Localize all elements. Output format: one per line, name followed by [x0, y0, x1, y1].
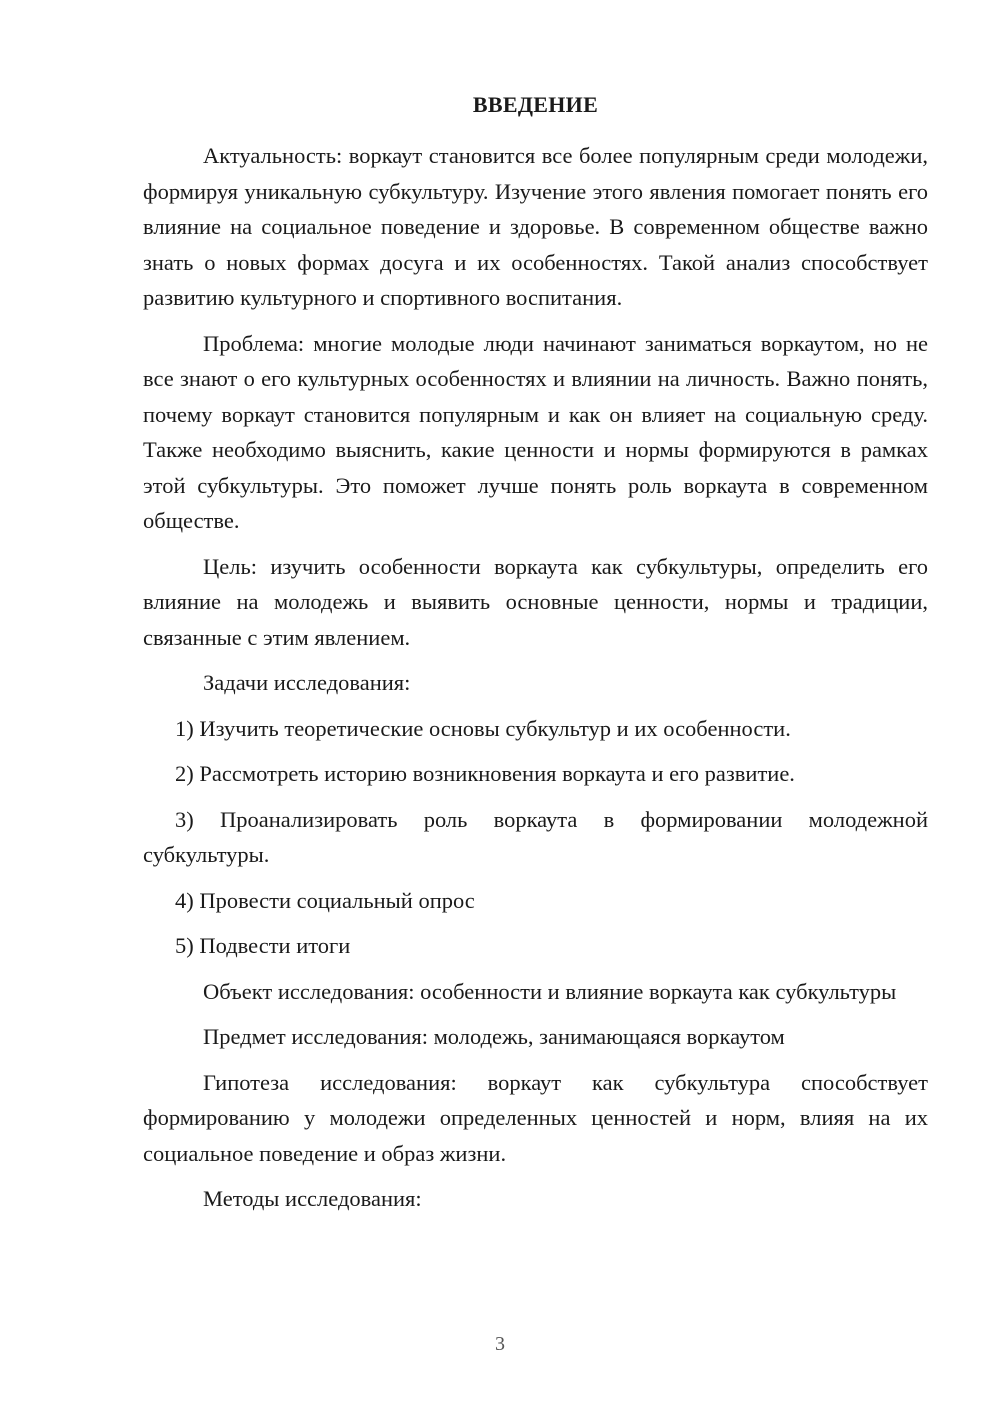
hypothesis-paragraph: Гипотеза исследования: воркаут как субкультура способствует формированию у молодежи определенных ценностей и норм, влияя на их социальное поведение и образ жизни. [143, 1069, 928, 1166]
tasks-heading: Задачи исследования: [203, 670, 411, 695]
subject-paragraph: Предмет исследования: молодежь, занимающаяся воркаутом [203, 1024, 785, 1049]
task-item-3: 3) Проанализировать роль воркаута в формировании молодежной субкультуры. [143, 806, 928, 867]
goal-paragraph: Цель: изучить особенности воркаута как субкультуры, определить его влияние на молодежь и выявить основные ценности, нормы и традиции, связанные с этим явлением. [143, 553, 928, 650]
object-paragraph: Объект исследования: особенности и влияние воркаута как субкультуры [203, 978, 897, 1004]
relevance-paragraph: Актуальность: воркаут становится все более популярным среди молодежи, формируя уникальную субкультуру. Изучение этого явления помогает понять его влияние на социальное поведение и здоровье. В современном обществе важно знать о новых формах досуга и их особенностях. Такой анализ способствует развитию культурного и спортивного воспитания. [143, 143, 928, 310]
task-item-4: 4) Провести социальный опрос [175, 887, 475, 913]
task-item-1: 1) Изучить теоретические основы субкультур и их особенности. [175, 715, 791, 741]
section-title: ВВЕДЕНИЕ [472, 92, 599, 117]
methods-heading: Методы исследования: [203, 1186, 422, 1211]
page-number: 3 [495, 1333, 505, 1355]
problem-paragraph: Проблема: многие молодые люди начинают заниматься воркаутом, но не все знают о его культурных особенностях и влиянии на личность. Важно понять, почему воркаут становится популярным и как он влияет на социальную среду. Также необходимо выяснить, какие ценности и нормы формируются в рамках этой субкультуры. Это поможет лучше понять роль воркаута в современном обществе. [143, 330, 928, 533]
document-page [143, 92, 928, 1227]
task-item-2: 2) Рассмотреть историю возникновения воркаута и его развитие. [175, 761, 795, 786]
task-item-5: 5) Подвести итоги [175, 933, 351, 958]
